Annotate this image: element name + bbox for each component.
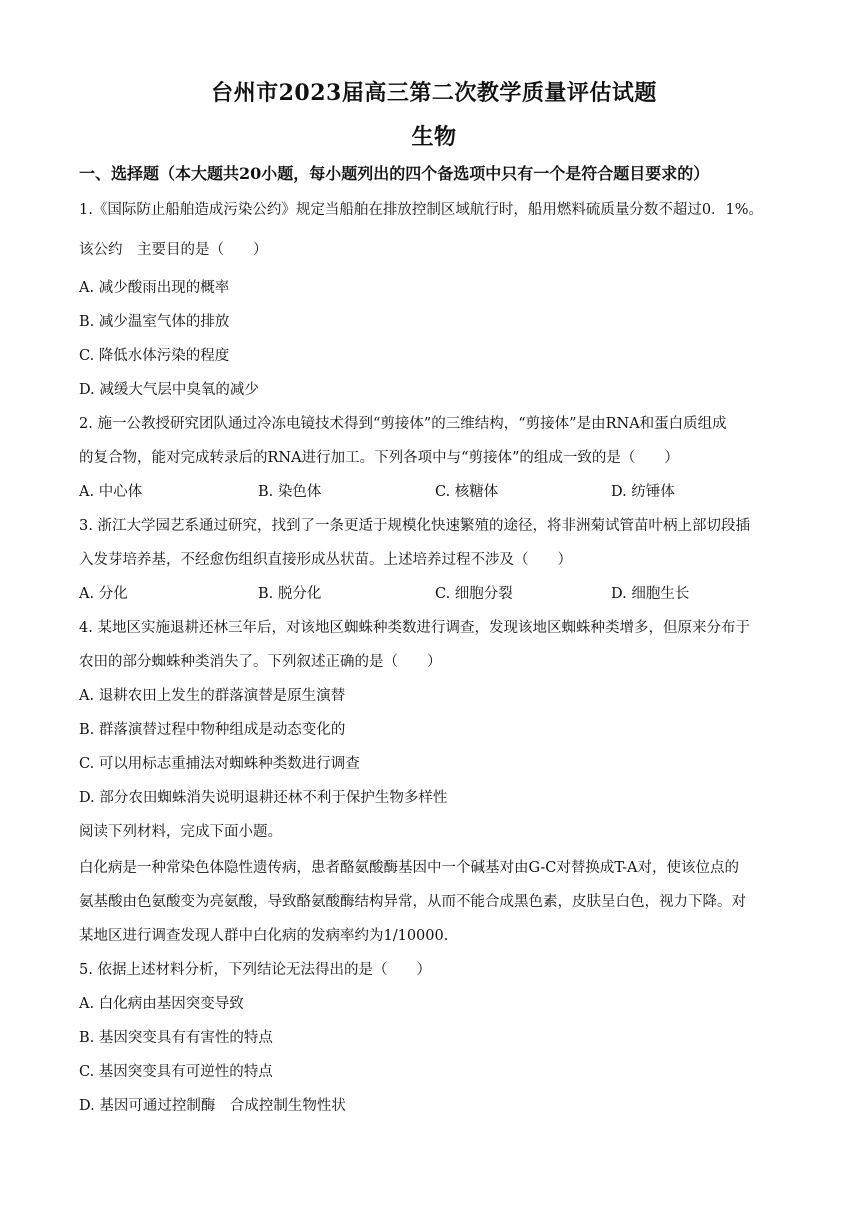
q5-option-b: B. 基因突变具有有害性的特点 <box>79 1030 273 1046</box>
q4-option-c: C. 可以用标志重捕法对蜘蛛种类数进行调查 <box>79 756 360 772</box>
q3-stem-line2: 入发芽培养基，不经愈伤组织直接形成丛状苗。上述培养过程不涉及（ ） <box>79 552 572 568</box>
material-line2: 氨基酸由色氨酸变为亮氨酸，导致酪氨酸酶结构异常，从而不能合成黑色素，皮肤呈白色，视力下降。对 <box>79 894 746 910</box>
q1-option-a: A. 减少酸雨出现的概率 <box>79 280 230 296</box>
material-intro: 阅读下列材料，完成下面小题。 <box>79 824 282 840</box>
q1-option-c: C. 降低水体污染的程度 <box>79 348 230 364</box>
q5-stem: 5. 依据上述材料分析，下列结论无法得出的是（ ） <box>79 962 431 978</box>
q2-stem-line2: 的复合物，能对完成转录后的RNA进行加工。下列各项中与“剪接体”的组成一致的是（ ） <box>79 450 679 466</box>
q1-option-d: D. 减缓大气层中臭氧的减少 <box>79 382 259 398</box>
q3-option-b: B. 脱分化 <box>258 586 322 602</box>
q1-stem-line2: 该公约 主要目的是（ ） <box>79 242 268 258</box>
q3-option-d: D. 细胞生长 <box>611 586 690 602</box>
material-line1: 白化病是一种常染色体隐性遗传病，患者酪氨酸酶基因中一个碱基对由G-C对替换成T-A对，使该位点的 <box>79 860 740 876</box>
q3-option-c: C. 细胞分裂 <box>435 586 513 602</box>
q4-option-a: A. 退耕农田上发生的群落演替是原生演替 <box>79 688 346 704</box>
q4-stem-line1: 4. 某地区实施退耕还林三年后，对该地区蜘蛛种类数进行调查，发现该地区蜘蛛种类增多，但原来分布于 <box>79 620 750 636</box>
q2-option-c: C. 核糖体 <box>435 484 499 500</box>
q4-stem-line2: 农田的部分蜘蛛种类消失了。下列叙述正确的是（ ） <box>79 654 442 670</box>
section-heading: 一、选择题（本大题共20小题，每小题列出的四个备选项中只有一个是符合题目要求的） <box>79 164 710 183</box>
q3-option-a: A. 分化 <box>79 586 128 602</box>
q1-option-b: B. 减少温室气体的排放 <box>79 314 230 330</box>
material-line3: 某地区进行调查发现人群中白化病的发病率约为1/10000. <box>79 928 449 944</box>
subject-title: 生物 <box>411 124 457 150</box>
q2-option-b: B. 染色体 <box>258 484 322 500</box>
q4-option-d: D. 部分农田蜘蛛消失说明退耕还林不利于保护生物多样性 <box>79 790 448 806</box>
q5-option-c: C. 基因突变具有可逆性的特点 <box>79 1064 273 1080</box>
q2-stem-line1: 2. 施一公教授研究团队通过冷冻电镜技术得到“剪接体”的三维结构，“剪接体”是由RNA和蛋白质组成 <box>79 416 727 432</box>
q5-option-d: D. 基因可通过控制酶 合成控制生物性状 <box>79 1098 346 1114</box>
q5-option-a: A. 白化病由基因突变导致 <box>79 996 244 1012</box>
q1-stem-line1: 1.《国际防止船舶造成污染公约》规定当船舶在排放控制区域航行时，船用燃料硫质量分数不超过0．1%。 <box>79 202 764 218</box>
q3-stem-line1: 3. 浙江大学园艺系通过研究，找到了一条更适于规模化快速繁殖的途径，将非洲菊试管苗叶柄上部切段插 <box>79 518 750 534</box>
q2-option-d: D. 纺锤体 <box>611 484 675 500</box>
q2-option-a: A. 中心体 <box>79 484 143 500</box>
exam-title: 台州市2023届高三第二次教学质量评估试题 <box>211 80 657 106</box>
q4-option-b: B. 群落演替过程中物种组成是动态变化的 <box>79 722 346 738</box>
